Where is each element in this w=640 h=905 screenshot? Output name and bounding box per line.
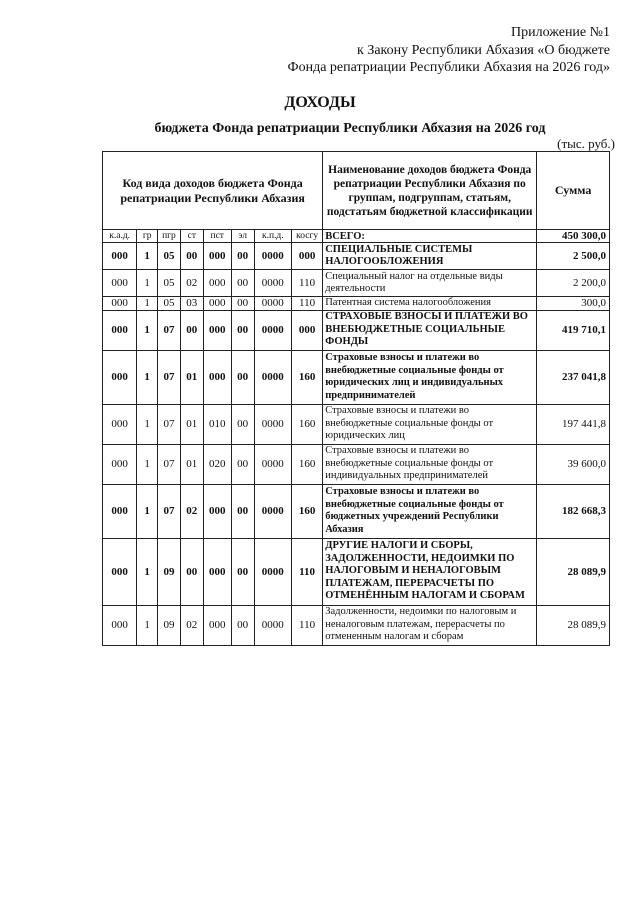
code-cell-kpd: 0000 [254,270,291,297]
code-cell-st: 01 [180,404,203,444]
code-cell-pst: 020 [203,444,231,484]
code-cell-gr: 1 [137,270,158,297]
appendix-line-1: Приложение №1 [511,25,610,40]
code-cell-el: 00 [231,297,254,311]
code-cell-kad: 000 [103,484,137,538]
table-row [103,404,610,444]
code-cell-kosgu: 000 [291,310,322,350]
revenue-name-cell: Специальный налог на отдельные виды деятельности [323,270,537,297]
code-cell-kosgu: 000 [291,243,322,270]
table-subheader-row [103,230,610,243]
revenue-sum-cell: 2 200,0 [537,270,610,297]
revenue-sum-cell: 197 441,8 [537,404,610,444]
table-row [103,350,610,404]
unit-label: (тыс. руб.) [557,136,615,151]
code-cell-gr: 1 [137,243,158,270]
revenue-name-cell: Страховые взносы и платежи во внебюджетные социальные фонды от юридических лиц [323,404,537,444]
code-cell-st: 02 [180,605,203,645]
code-cell-kosgu: 160 [291,350,322,404]
code-cell-pgr: 05 [158,270,181,297]
code-cell-pgr: 07 [158,444,181,484]
revenue-sum-cell: 300,0 [537,297,610,311]
code-cell-kpd: 0000 [254,484,291,538]
table-row [103,297,610,311]
code-cell-kad: 000 [103,605,137,645]
table-row [103,538,610,605]
subheader-pst: пст [203,230,231,243]
code-cell-gr: 1 [137,297,158,311]
revenue-sum-cell: 237 041,8 [537,350,610,404]
appendix-line-3: Фонда репатриации Республики Абхазия на 2026 год» [287,60,610,75]
revenue-name-cell: СТРАХОВЫЕ ВЗНОСЫ И ПЛАТЕЖИ ВО ВНЕБЮДЖЕТНЫЕ СОЦИАЛЬНЫЕ ФОНДЫ [323,310,537,350]
revenue-name-cell: Страховые взносы и платежи во внебюджетные социальные фонды от юридических лиц и индивидуальных предпринимателей [323,350,537,404]
code-cell-el: 00 [231,350,254,404]
code-cell-st: 03 [180,297,203,311]
revenue-table [102,151,610,646]
code-cell-st: 02 [180,270,203,297]
code-cell-st: 00 [180,538,203,605]
code-cell-pgr: 09 [158,605,181,645]
revenue-sum-cell: 28 089,9 [537,605,610,645]
code-cell-pgr: 05 [158,243,181,270]
code-cell-pst: 000 [203,538,231,605]
code-cell-kpd: 0000 [254,350,291,404]
code-cell-gr: 1 [137,444,158,484]
revenue-name-cell: Задолженности, недоимки по налоговым и неналоговым платежам, перерасчеты по отмененным налогам и сборам [323,605,537,645]
table-row [103,484,610,538]
code-cell-el: 00 [231,404,254,444]
code-cell-pgr: 07 [158,310,181,350]
code-cell-kad: 000 [103,404,137,444]
code-cell-st: 00 [180,243,203,270]
code-cell-kad: 000 [103,270,137,297]
code-cell-kad: 000 [103,350,137,404]
revenue-sum-cell: 2 500,0 [537,243,610,270]
table-header-row [103,152,610,230]
code-cell-kad: 000 [103,538,137,605]
appendix-note [288,24,610,77]
code-cell-kosgu: 110 [291,538,322,605]
code-cell-kad: 000 [103,444,137,484]
header-code-cell: Код вида доходов бюджета Фонда репатриации Республики Абхазия [103,152,323,230]
code-cell-pst: 000 [203,310,231,350]
code-cell-gr: 1 [137,484,158,538]
code-cell-gr: 1 [137,350,158,404]
appendix-line-2: к Закону Республики Абхазия «О бюджете [357,42,610,58]
subheader-kpd: к.п.д. [254,230,291,243]
code-cell-el: 00 [231,243,254,270]
code-cell-el: 00 [231,270,254,297]
code-cell-gr: 1 [137,538,158,605]
code-cell-kpd: 0000 [254,538,291,605]
header-name-cell: Наименование доходов бюджета Фонда репатриации Республики Абхазия по группам, подгруппам, статьям, подстатьям бюджетной классификации [323,152,537,230]
revenue-name-cell: ДРУГИЕ НАЛОГИ И СБОРЫ, ЗАДОЛЖЕННОСТИ, НЕДОИМКИ ПО НАЛОГОВЫМ И НЕНАЛОГОВЫМ ПЛАТЕЖАМ, ПЕРЕРАСЧЕТЫ ПО ОТМЕНЁННЫМ НАЛОГАМ И СБОРАМ [323,538,537,605]
revenue-name-cell: СПЕЦИАЛЬНЫЕ СИСТЕМЫ НАЛОГООБЛОЖЕНИЯ [323,243,537,270]
revenue-name-cell: Патентная система налогообложения [323,297,537,311]
code-cell-st: 02 [180,484,203,538]
code-cell-el: 00 [231,310,254,350]
code-cell-kad: 000 [103,310,137,350]
code-cell-pgr: 07 [158,404,181,444]
code-cell-kosgu: 160 [291,484,322,538]
code-cell-pst: 010 [203,404,231,444]
code-cell-pgr: 07 [158,350,181,404]
code-cell-gr: 1 [137,605,158,645]
code-cell-pst: 000 [203,484,231,538]
code-cell-el: 00 [231,605,254,645]
subheader-kad: к.а.д. [103,230,137,243]
code-cell-kpd: 0000 [254,243,291,270]
code-cell-pgr: 09 [158,538,181,605]
code-cell-kosgu: 110 [291,605,322,645]
code-cell-kpd: 0000 [254,444,291,484]
code-cell-st: 01 [180,444,203,484]
revenue-name-cell: Страховые взносы и платежи во внебюджетные социальные фонды от бюджетных учреждений Республики Абхазия [323,484,537,538]
code-cell-pgr: 05 [158,297,181,311]
subheader-st: ст [180,230,203,243]
subheader-kosgu: косгу [291,230,322,243]
code-cell-kpd: 0000 [254,310,291,350]
code-cell-gr: 1 [137,310,158,350]
code-cell-kad: 000 [103,243,137,270]
code-cell-kpd: 0000 [254,404,291,444]
code-cell-el: 00 [231,444,254,484]
code-cell-pst: 000 [203,270,231,297]
code-cell-el: 00 [231,484,254,538]
code-cell-kad: 000 [103,297,137,311]
code-cell-el: 00 [231,538,254,605]
revenue-sum-cell: 39 600,0 [537,444,610,484]
code-cell-kpd: 0000 [254,605,291,645]
code-cell-pgr: 07 [158,484,181,538]
code-cell-kpd: 0000 [254,297,291,311]
code-cell-gr: 1 [137,404,158,444]
subheader-el: эл [231,230,254,243]
code-cell-kosgu: 110 [291,297,322,311]
code-cell-pst: 000 [203,605,231,645]
code-cell-pst: 000 [203,350,231,404]
table-row [103,270,610,297]
code-cell-pst: 000 [203,297,231,311]
code-cell-kosgu: 160 [291,444,322,484]
total-sum: 450 300,0 [537,230,610,243]
document-subtitle: бюджета Фонда репатриации Республики Абхазия на 2026 год [154,121,546,136]
subheader-pgr: пгр [158,230,181,243]
table-row [103,605,610,645]
table-row [103,243,610,270]
subheader-gr: гр [137,230,158,243]
revenue-sum-cell: 182 668,3 [537,484,610,538]
revenue-sum-cell: 28 089,9 [537,538,610,605]
code-cell-kosgu: 160 [291,404,322,444]
document-title: ДОХОДЫ [284,94,356,111]
code-cell-st: 00 [180,310,203,350]
revenue-name-cell: Страховые взносы и платежи во внебюджетные социальные фонды от индивидуальных предпринимателей [323,444,537,484]
table-row [103,444,610,484]
code-cell-pst: 000 [203,243,231,270]
header-sum-cell: Сумма [537,152,610,230]
revenue-sum-cell: 419 710,1 [537,310,610,350]
code-cell-kosgu: 110 [291,270,322,297]
table-row [103,310,610,350]
code-cell-st: 01 [180,350,203,404]
total-label: ВСЕГО: [323,230,537,243]
table-body [103,243,610,646]
